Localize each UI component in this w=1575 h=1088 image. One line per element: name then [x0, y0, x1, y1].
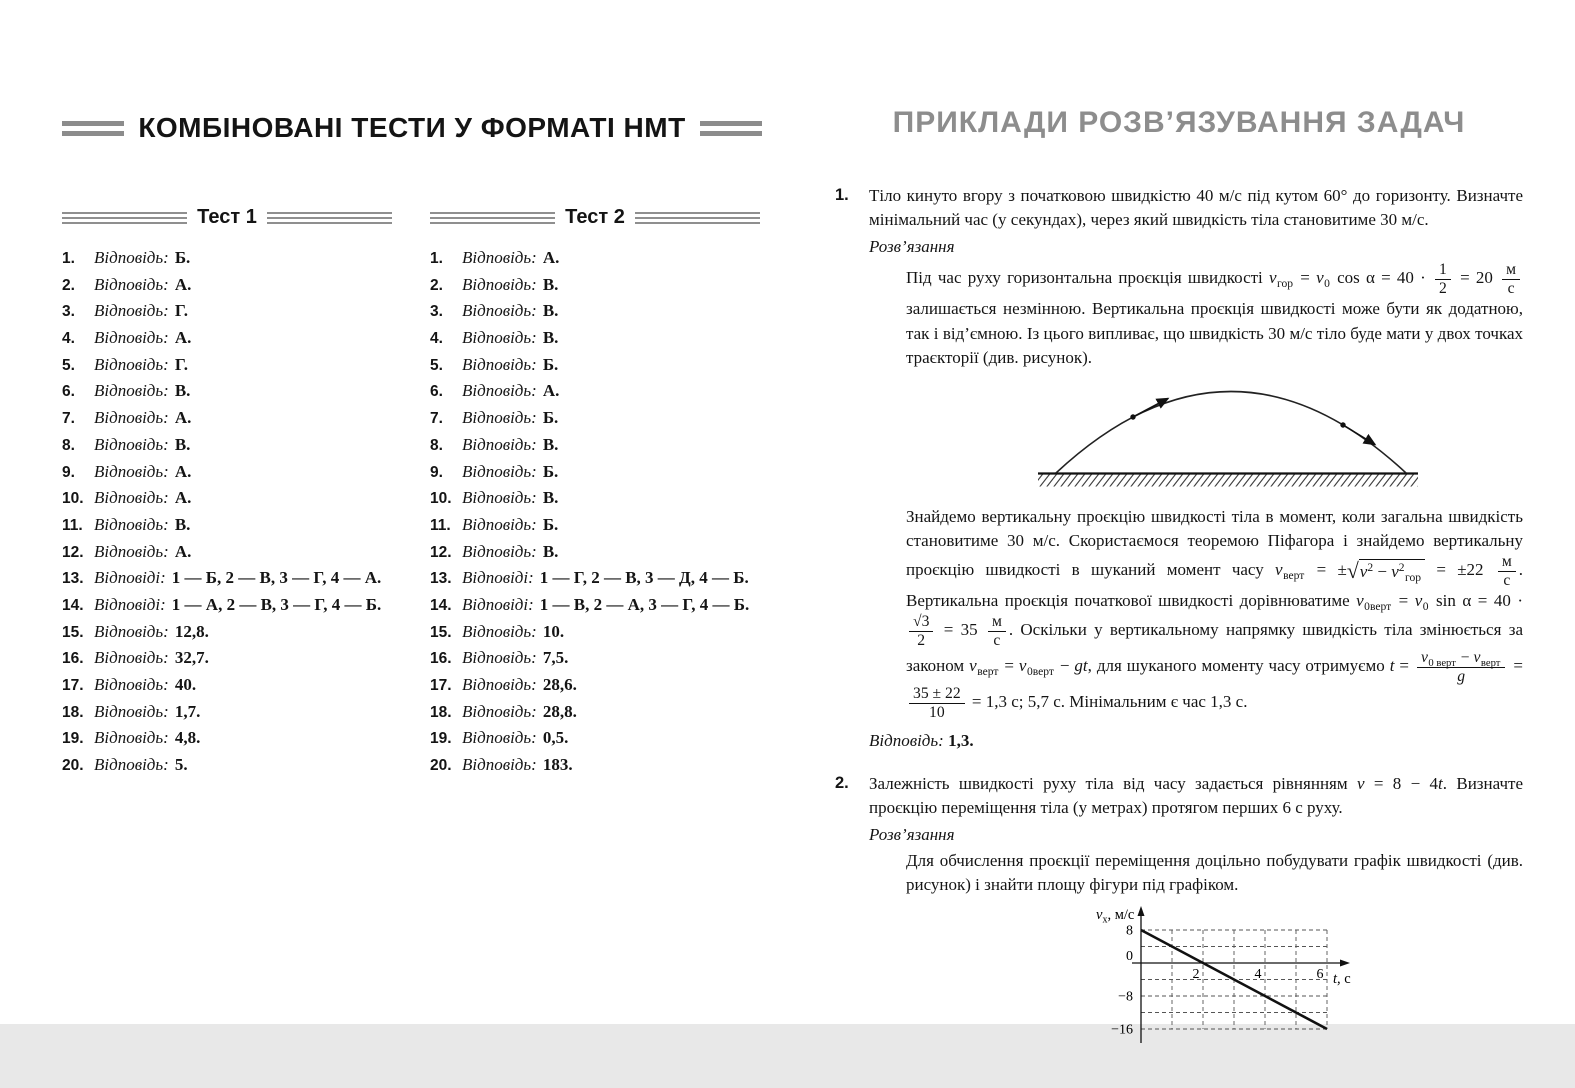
ground-hatch: [1038, 474, 1418, 486]
answer-value: Б.: [542, 514, 559, 534]
answer-value: А.: [542, 381, 560, 401]
answer-number: 5.: [430, 356, 443, 374]
answer-value: 32,7.: [174, 648, 209, 668]
answer-number: 14.: [430, 596, 452, 614]
answer-label: Відповідь:: [462, 301, 537, 321]
answer-number: 19.: [430, 730, 452, 748]
answer-number: 7.: [62, 410, 75, 428]
y-tick-m8: −8: [1118, 989, 1133, 1005]
trajectory-figure: [1026, 378, 1426, 497]
answer-label: Відповідь:: [94, 434, 169, 454]
answer-row: [62, 382, 392, 401]
answer-number: 18.: [62, 703, 84, 721]
y-tick-m16: −16: [1111, 1022, 1133, 1038]
answer-label: Відповідь:: [94, 354, 169, 374]
answer-row: [62, 729, 392, 748]
problem-2-solution-label: Розв’язання: [869, 824, 955, 844]
answer-row: [62, 596, 392, 615]
answer-value: А.: [542, 248, 560, 267]
answer-label: Відповідь:: [94, 728, 169, 748]
answer-number: 11.: [62, 516, 83, 534]
problem-1-answer: Відповідь: 1,3.: [869, 731, 974, 751]
answer-value: В.: [542, 328, 559, 348]
answer-value: А.: [174, 328, 192, 348]
answer-row: [62, 276, 392, 295]
answer-number: 8.: [62, 436, 75, 454]
answer-label: Відповідь:: [462, 648, 537, 668]
y-axis-arrow: [1138, 906, 1145, 916]
answer-value: 1 — Б, 2 — В, 3 — Г, 4 — А.: [171, 568, 382, 588]
answer-label: Відповідь:: [94, 301, 169, 321]
problem-1-body: [869, 184, 1523, 754]
answer-row: [430, 676, 760, 695]
answer-label: Відповідь:: [462, 248, 537, 267]
answer-value: А.: [174, 488, 192, 508]
answer-row: [62, 676, 392, 695]
answer-row: [430, 409, 760, 428]
answer-row: [62, 623, 392, 642]
answer-row: [430, 302, 760, 321]
answer-row: [62, 329, 392, 348]
answer-row: [62, 703, 392, 722]
test1-header: [62, 206, 392, 229]
answer-number: 8.: [430, 436, 443, 454]
answer-label: Відповідь:: [462, 408, 537, 428]
answer-label: Відповідь:: [462, 274, 537, 294]
answer-label: Відповідь:: [94, 461, 169, 481]
answer-label: Відповідь:: [94, 381, 169, 401]
answer-number: 16.: [430, 650, 452, 668]
answer-row: [62, 409, 392, 428]
test2-answer-list: [430, 249, 760, 775]
answer-row: [430, 756, 760, 775]
answer-value: 4,8.: [174, 728, 201, 748]
answer-row: [62, 569, 392, 588]
answer-number: 9.: [62, 463, 75, 481]
answer-row: [430, 729, 760, 748]
answer-value: Г.: [174, 301, 188, 321]
problem-2-statement: Залежність швидкості руху тіла від часу задається рівнянням v = 8 − 4t. Визначте проєкцію переміщення тіла (у метрах) протягом перших 6 с руху.: [869, 773, 1524, 817]
problem-1-statement: Тіло кинуто вгору з початковою швидкістю 40 м/с під кутом 60° до горизонту. Визначте мінімальний час (у секундах), через який швидкість тіла становитиме 30 м/с.: [869, 186, 1523, 230]
answer-row: [430, 623, 760, 642]
answer-row: [62, 302, 392, 321]
problem-2-number: 2.: [835, 773, 849, 792]
answer-number: 9.: [430, 463, 443, 481]
velocity-graph-svg: [1086, 901, 1386, 1063]
answer-value: 28,8.: [542, 701, 577, 721]
answer-number: 12.: [62, 543, 84, 561]
answer-label: Відповідь:: [462, 675, 537, 694]
x-axis-arrow: [1340, 960, 1350, 967]
answer-label: Відповідь:: [94, 648, 169, 668]
answer-number: 7.: [430, 410, 443, 428]
answer-number: 20.: [430, 757, 452, 775]
answer-label: Відповіді:: [462, 568, 534, 588]
answer-value: А.: [174, 408, 192, 428]
answer-value: 7,5.: [542, 648, 569, 668]
answer-row: [62, 436, 392, 455]
answer-value: Б.: [542, 408, 559, 428]
test1-rule-left: [62, 212, 187, 224]
answer-row: [430, 516, 760, 535]
test1-title: Тест 1: [197, 206, 257, 228]
answer-value: В.: [542, 488, 559, 508]
answer-label: Відповідь:: [462, 354, 537, 374]
solution-paragraph: Для обчислення проєкції переміщення доцільно побудувати графік швидкості (див. рисунок) і знайти площу фігури під графіком.: [906, 850, 1523, 895]
answer-value: Б.: [542, 354, 559, 374]
answer-value: В.: [174, 381, 191, 401]
answer-number: 1.: [62, 250, 75, 267]
x-tick-6: 6: [1316, 967, 1324, 983]
answer-number: 3.: [62, 303, 75, 321]
left-page: [62, 112, 762, 783]
answer-value: В.: [174, 434, 191, 454]
x-tick-4: 4: [1254, 967, 1262, 983]
answer-row: [430, 569, 760, 588]
trajectory-svg: [1026, 378, 1426, 490]
answer-number: 18.: [430, 703, 452, 721]
answer-row: [62, 463, 392, 482]
right-page: [835, 106, 1523, 1088]
answer-row: [62, 756, 392, 775]
answer-label: Відповідь:: [462, 461, 537, 481]
answer-number: 15.: [430, 623, 452, 641]
y-axis-label: $v_x$, м/с: [1096, 907, 1135, 926]
answer-label: Відповідь:: [94, 248, 169, 267]
answer-number: 13.: [62, 570, 84, 588]
answer-number: 12.: [430, 543, 452, 561]
test2-column: [430, 206, 760, 783]
answer-value: 28,6.: [542, 675, 577, 694]
right-page-title: ПРИКЛАДИ РОЗВ’ЯЗУВАННЯ ЗАДАЧ: [892, 106, 1466, 139]
problem-1-solution: [906, 261, 1523, 721]
answer-label: Відповідь:: [94, 701, 169, 721]
answer-value: А.: [174, 461, 192, 481]
problem-2-body: [869, 772, 1523, 1071]
answer-row: [430, 463, 760, 482]
answer-label: Відповідь:: [462, 541, 537, 561]
answer-row: [62, 516, 392, 535]
answer-number: 10.: [430, 490, 452, 508]
answer-number: 1.: [430, 250, 443, 267]
answer-row: [430, 489, 760, 508]
problem-1-solution-label: Розв’язання: [869, 237, 955, 257]
answer-value: А.: [174, 274, 192, 294]
answer-row: [430, 436, 760, 455]
answer-label: Відповідь:: [462, 755, 537, 775]
answer-value: 10.: [542, 621, 565, 641]
answer-number: 10.: [62, 490, 84, 508]
answer-label: Відповідь:: [462, 514, 537, 534]
answer-value: 1 — В, 2 — А, 3 — Г, 4 — Б.: [539, 594, 750, 614]
velocity-graph: [1086, 901, 1386, 1070]
answer-row: [62, 649, 392, 668]
answer-row: [430, 249, 760, 268]
y-tick-8: 8: [1126, 923, 1133, 939]
answer-number: 14.: [62, 596, 84, 614]
answer-number: 4.: [62, 330, 75, 348]
answer-number: 16.: [62, 650, 84, 668]
test2-header: [430, 206, 760, 229]
answer-label: Відповідь:: [94, 514, 169, 534]
answer-number: 17.: [62, 677, 84, 694]
left-page-title: КОМБІНОВАНІ ТЕСТИ У ФОРМАТІ НМТ: [138, 112, 686, 143]
answer-value: 1 — Г, 2 — В, 3 — Д, 4 — Б.: [539, 568, 749, 588]
answer-value: В.: [542, 301, 559, 321]
answer-label: Відповідь:: [94, 621, 169, 641]
test1-rule-right: [267, 212, 392, 224]
answer-label: Відповідь:: [462, 381, 537, 401]
answer-label: Відповідь:: [94, 755, 169, 775]
answer-number: 20.: [62, 757, 84, 775]
answer-label: Відповідь:: [462, 488, 537, 508]
test2-rule-left: [430, 212, 555, 224]
problem-2-solution: [906, 849, 1523, 1070]
answer-row: [430, 382, 760, 401]
answer-row: [430, 543, 760, 562]
answer-value: Б.: [174, 248, 191, 267]
x-axis-label: t, с: [1333, 971, 1351, 988]
answer-number: 3.: [430, 303, 443, 321]
answer-number: 6.: [430, 383, 443, 401]
answer-row: [430, 276, 760, 295]
answer-label: Відповідь:: [94, 274, 169, 294]
tests-columns: [62, 206, 762, 783]
answer-row: [430, 356, 760, 375]
answer-row: [430, 329, 760, 348]
answer-label: Відповідь:: [94, 328, 169, 348]
answer-row: [430, 596, 760, 615]
answer-value: В.: [542, 274, 559, 294]
left-page-header: [62, 112, 762, 144]
answer-label: Відповіді:: [94, 594, 166, 614]
answer-row: [430, 703, 760, 722]
problem-1-number: 1.: [835, 186, 849, 204]
answer-label: Відповіді:: [462, 594, 534, 614]
answer-value: 1 — А, 2 — В, 3 — Г, 4 — Б.: [171, 594, 382, 614]
answer-value: 12,8.: [174, 621, 209, 641]
answer-value: В.: [174, 514, 191, 534]
answer-value: А.: [174, 541, 192, 561]
answer-label: Відповіді:: [94, 568, 166, 588]
answer-label: Відповідь:: [462, 621, 537, 641]
answer-label: Відповідь:: [462, 434, 537, 454]
answer-label: Відповідь:: [94, 541, 169, 561]
answer-value: В.: [542, 541, 559, 561]
y-tick-0: 0: [1126, 949, 1133, 965]
answer-label: Відповідь:: [94, 408, 169, 428]
answer-number: 5.: [62, 356, 75, 374]
test2-rule-right: [635, 212, 760, 224]
answer-label: Відповідь:: [462, 701, 537, 721]
answer-value: Б.: [542, 461, 559, 481]
test1-column: [62, 206, 392, 783]
header-rule-right: [700, 121, 762, 136]
velocity-arrow-ascending: [1133, 398, 1168, 417]
answer-value: В.: [542, 434, 559, 454]
answer-number: 19.: [62, 730, 84, 748]
x-tick-2: 2: [1192, 967, 1200, 983]
answer-row: [430, 649, 760, 668]
answer-number: 15.: [62, 623, 84, 641]
answer-value: 183.: [542, 755, 573, 775]
problem-2: [835, 772, 1523, 1071]
answer-label: Відповідь:: [462, 328, 537, 348]
velocity-arrow-descending: [1343, 425, 1375, 445]
answer-number: 13.: [430, 570, 452, 588]
answer-number: 17.: [430, 677, 452, 694]
answer-value: 0,5.: [542, 728, 569, 748]
answer-row: [62, 356, 392, 375]
answer-row: [62, 543, 392, 562]
answer-value: 1,7.: [174, 701, 201, 721]
header-rule-left: [62, 121, 124, 136]
answer-number: 11.: [430, 516, 451, 534]
solution-paragraph: Знайдемо вертикальну проєкцію швидкості тіла в момент, коли загальна швидкість становитиме 30 м/с. Скористаємося теоремою Піфагора і знайдемо вертикальну проєкцію швидкості в шуканий момент часу $v_{верт} = \pm√v^2 - v^2_{гор} = \pm 22$ $\frac{м}{с}$ . Вертикальна проєкція початкової швидкості дорівнюватиме $v_{0верт} = v_0$ sin α = 40 · $\frac{√3}{2}$ = 35 $\frac{м}{с}$ . Оскільки у вертикальному напрямку швидкість тіла змінюється за законом $v_{верт} = v_{0верт}$ − gt, для шуканого моменту часу отримуємо t = $\frac{v_{0 верт} - v_{верт}}{g}$ = $\frac{35 \pm 22}{10}$ = 1,3 с; 5,7 с. Мінімальним є час 1,3 с.: [906, 506, 1523, 721]
answer-value: Г.: [174, 354, 188, 374]
answer-number: 6.: [62, 383, 75, 401]
answer-number: 4.: [430, 330, 443, 348]
answer-row: [62, 489, 392, 508]
problem-1: [835, 184, 1523, 754]
answer-number: 2.: [62, 276, 75, 294]
answer-row: [62, 249, 392, 268]
answer-label: Відповідь:: [94, 488, 169, 508]
answer-label: Відповідь:: [94, 675, 169, 694]
answer-number: 2.: [430, 276, 443, 294]
answer-label: Відповідь:: [462, 728, 537, 748]
test1-answer-list: [62, 249, 392, 775]
answer-value: 5.: [174, 755, 188, 775]
test2-title: Тест 2: [565, 206, 625, 228]
solution-paragraph: Під час руху горизонтальна проєкція швидкості $v_{гор} = v_0$ cos α = 40 · $\frac{1}{2}$ = 20 $\frac{м}{с}$ залишається незмінною. Вертикальна проєкція швидкості може бути як додатною, так і від’ємною. Із цього випливає, що швидкість 30 м/с тіло буде мати у двох точках траєкторії (див. рисунок).: [906, 261, 1523, 367]
answer-value: 40.: [174, 675, 197, 694]
